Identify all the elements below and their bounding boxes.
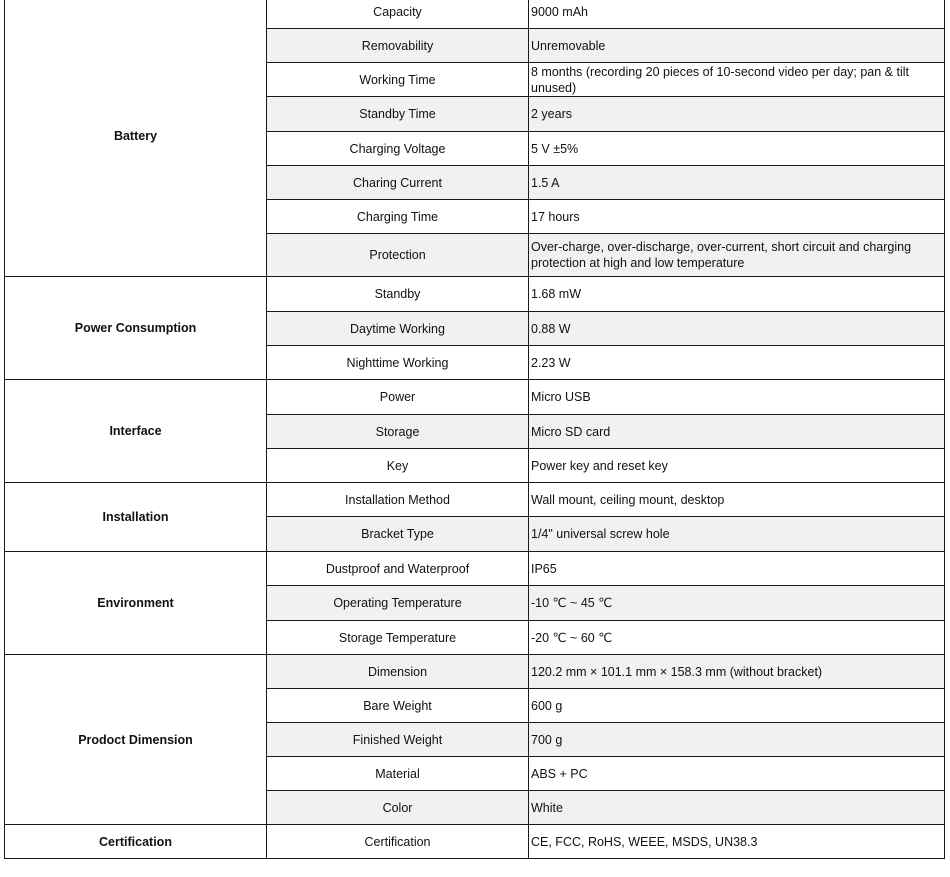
param-value: ABS + PC xyxy=(529,757,945,791)
spec-row xyxy=(5,655,945,689)
param-label: Material xyxy=(267,757,529,791)
group-label: Environment xyxy=(5,552,267,655)
spec-row xyxy=(5,380,945,415)
param-value: -20 ℃ ~ 60 ℃ xyxy=(529,621,945,655)
spec-table xyxy=(4,0,945,859)
param-value: 120.2 mm × 101.1 mm × 158.3 mm (without bracket) xyxy=(529,655,945,689)
param-label: Daytime Working xyxy=(267,312,529,346)
param-label: Capacity xyxy=(267,0,529,29)
param-label: Bracket Type xyxy=(267,517,529,552)
param-value: 2 years xyxy=(529,97,945,132)
param-label: Dustproof and Waterproof xyxy=(267,552,529,586)
param-value: 0.88 W xyxy=(529,312,945,346)
param-label: Operating Temperature xyxy=(267,586,529,621)
param-label: Protection xyxy=(267,234,529,277)
param-value: 5 V ±5% xyxy=(529,132,945,166)
group-label: Battery xyxy=(5,0,267,277)
spec-row xyxy=(5,483,945,517)
param-label: Removability xyxy=(267,29,529,63)
spec-row xyxy=(5,0,945,29)
param-value: Power key and reset key xyxy=(529,449,945,483)
param-label: Dimension xyxy=(267,655,529,689)
param-label: Standby xyxy=(267,277,529,312)
param-value: 1/4" universal screw hole xyxy=(529,517,945,552)
param-value: Micro SD card xyxy=(529,415,945,449)
group-label: Prodoct Dimension xyxy=(5,655,267,825)
param-value: Over-charge, over-discharge, over-current, short circuit and charging protection at high and low temperature xyxy=(529,234,945,277)
param-label: Charing Current xyxy=(267,166,529,200)
param-value: Micro USB xyxy=(529,380,945,415)
param-label: Power xyxy=(267,380,529,415)
spec-row xyxy=(5,552,945,586)
spec-table-body xyxy=(5,0,945,859)
param-value: 1.5 A xyxy=(529,166,945,200)
param-label: Nighttime Working xyxy=(267,346,529,380)
spec-row xyxy=(5,825,945,859)
param-label: Installation Method xyxy=(267,483,529,517)
param-value: CE, FCC, RoHS, WEEE, MSDS, UN38.3 xyxy=(529,825,945,859)
param-value: Unremovable xyxy=(529,29,945,63)
param-label: Working Time xyxy=(267,63,529,97)
param-label: Finished Weight xyxy=(267,723,529,757)
spec-row xyxy=(5,277,945,312)
param-label: Storage Temperature xyxy=(267,621,529,655)
group-label: Power Consumption xyxy=(5,277,267,380)
param-value: Wall mount, ceiling mount, desktop xyxy=(529,483,945,517)
group-label: Interface xyxy=(5,380,267,483)
param-label: Charging Time xyxy=(267,200,529,234)
param-label: Storage xyxy=(267,415,529,449)
param-label: Certification xyxy=(267,825,529,859)
param-value: 2.23 W xyxy=(529,346,945,380)
param-label: Charging Voltage xyxy=(267,132,529,166)
param-value: -10 ℃ ~ 45 ℃ xyxy=(529,586,945,621)
group-label: Installation xyxy=(5,483,267,552)
param-label: Standby Time xyxy=(267,97,529,132)
group-label: Certification xyxy=(5,825,267,859)
param-label: Bare Weight xyxy=(267,689,529,723)
param-value: 9000 mAh xyxy=(529,0,945,29)
param-value: IP65 xyxy=(529,552,945,586)
param-value: White xyxy=(529,791,945,825)
param-value: 8 months (recording 20 pieces of 10-second video per day; pan & tilt unused) xyxy=(529,63,945,97)
param-value: 700 g xyxy=(529,723,945,757)
param-value: 1.68 mW xyxy=(529,277,945,312)
param-label: Color xyxy=(267,791,529,825)
param-value: 17 hours xyxy=(529,200,945,234)
param-value: 600 g xyxy=(529,689,945,723)
param-label: Key xyxy=(267,449,529,483)
